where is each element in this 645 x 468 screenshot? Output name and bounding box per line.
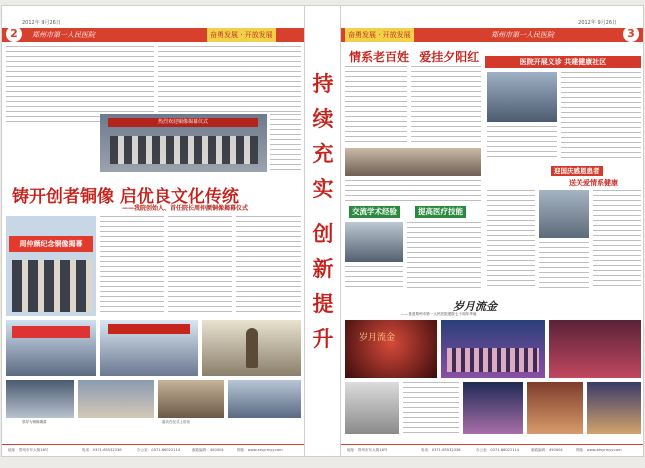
headline-4b: 送关爱情系健康 xyxy=(569,178,618,187)
ceremony-photo xyxy=(100,114,267,172)
left-date: 2012年 9月26日 xyxy=(22,20,61,26)
left-footer-office: 办公室：0371-66022114 xyxy=(137,448,181,452)
right-article-col-10 xyxy=(539,242,589,290)
right-masthead: 郑州市第一人民医院 xyxy=(491,31,554,39)
left-article-col-6 xyxy=(236,216,301,316)
right-page-number: 3 xyxy=(623,26,639,42)
photo-ceremony-4 xyxy=(228,380,301,418)
left-footer-phone: 电话：0371-65532336 xyxy=(82,448,122,452)
photo-ceremony-2 xyxy=(78,380,154,418)
headline-3a: 交流学术经验 xyxy=(349,206,400,218)
stage-photo-6 xyxy=(527,382,583,434)
patient-photo xyxy=(539,190,589,238)
photo-ceremony-3 xyxy=(158,380,224,418)
left-page xyxy=(2,6,305,456)
stage-photo-2 xyxy=(441,320,545,378)
right-article-col-6 xyxy=(407,222,481,288)
photo-speech-banner xyxy=(108,324,190,334)
caption-2: 嘉宾在仪式上讲话 xyxy=(162,420,190,424)
stage-photo-3 xyxy=(549,320,641,378)
vertical-slogan xyxy=(305,66,341,356)
right-footer-address: 地址：郑州市东大街16号 xyxy=(347,448,388,452)
clinic-photo xyxy=(487,72,557,122)
banner-photo xyxy=(6,216,96,316)
left-article-col-4 xyxy=(100,216,164,316)
left-footer xyxy=(2,444,305,456)
center-strip xyxy=(305,6,341,456)
headline-4a: 迎国庆感恩患者 xyxy=(551,166,603,176)
crowd-figures xyxy=(110,136,258,164)
right-article-col-2 xyxy=(411,66,481,146)
left-article-col-5 xyxy=(168,216,232,316)
banner-text: 周仲颜纪念铜像揭幕 xyxy=(9,236,93,252)
lecture-photo xyxy=(345,222,403,262)
headline-1b: 爱挂夕阳红 xyxy=(419,50,480,64)
left-footer-zip: 邮政编码：450004 xyxy=(192,448,224,452)
stage-photo-5 xyxy=(463,382,523,434)
caption-1: 领导为铜像揭幕 xyxy=(22,420,47,424)
photo-statue xyxy=(202,320,301,376)
left-footer-web: 网址：www.zzsyrmyy.com xyxy=(237,448,283,452)
slogan-char-2: 续 xyxy=(312,106,334,131)
banner-crowd xyxy=(12,260,92,312)
big-headline: 铸开创者铜像 启优良文化传统 xyxy=(12,187,239,207)
elderly-photo xyxy=(345,148,481,176)
photo-red-banner xyxy=(12,326,90,338)
slogan-char-8: 升 xyxy=(312,326,334,351)
left-section-tag: 奋勇发展 · 开放发展 xyxy=(207,28,276,42)
right-footer-zip: 邮政编码：450004 xyxy=(531,448,563,452)
left-page-number: 2 xyxy=(6,26,22,42)
right-article-col-8 xyxy=(487,190,535,290)
slogan-char-6: 新 xyxy=(312,256,334,281)
photo-ceremony-1 xyxy=(6,380,74,418)
calligraphy-title: 岁月流金 xyxy=(453,300,497,313)
right-article-col-5 xyxy=(487,126,557,160)
headline-1 xyxy=(349,48,479,65)
slogan-char-7: 提 xyxy=(312,291,334,316)
program-list xyxy=(403,382,459,434)
stage-photo-7 xyxy=(587,382,641,434)
left-header-bar xyxy=(2,28,305,42)
photo-red-cross-banner xyxy=(6,320,96,376)
slogan-char-3: 充 xyxy=(312,141,334,166)
right-footer-web: 网址：www.zzsyrmyy.com xyxy=(576,448,622,452)
right-article-col-1 xyxy=(345,66,407,146)
headline-1a: 情系老百姓 xyxy=(349,50,410,64)
left-article-col-1 xyxy=(6,46,154,124)
photo-speech xyxy=(100,320,198,376)
left-footer-address: 地址：郑州市东大街16号 xyxy=(8,448,49,452)
left-masthead: 郑州市第一人民医院 xyxy=(32,31,95,39)
stage-text: 岁月流金 xyxy=(359,333,396,343)
slogan-char-4: 实 xyxy=(312,176,334,201)
choir-figures xyxy=(447,348,539,372)
slogan-char-5: 创 xyxy=(312,221,334,246)
calligraphy-caption: ——喜迎郑州市第一人民医院建院七十周年华诞 xyxy=(401,312,477,316)
right-header-bar xyxy=(341,28,643,42)
right-article-col-7 xyxy=(345,266,403,288)
headline-3b: 提高医疗技能 xyxy=(415,206,466,218)
right-footer-phone: 电话：0371-65532336 xyxy=(421,448,461,452)
right-article-col-3 xyxy=(345,180,481,202)
right-footer xyxy=(341,444,643,456)
right-date: 2012年 9月26日 xyxy=(578,20,617,26)
slogan-char-1: 持 xyxy=(312,71,334,96)
headline-2: 医院开展义诊 共建健康社区 xyxy=(485,56,641,68)
right-section-tag: 奋勇发展 · 开放发展 xyxy=(345,28,414,42)
sub-headline: ——我院创始人、首任院长周仲颜铜像揭幕仪式 xyxy=(122,205,249,212)
stage-photo-1 xyxy=(345,320,437,378)
statue-figure xyxy=(246,328,258,368)
right-article-col-9 xyxy=(593,190,641,290)
left-article-col-2 xyxy=(158,46,301,112)
stage-photo-4 xyxy=(345,382,399,434)
right-page xyxy=(341,6,643,456)
right-footer-office: 办公室：0371-66022114 xyxy=(476,448,520,452)
left-article-col-3 xyxy=(270,114,301,174)
right-article-col-4 xyxy=(561,72,641,160)
ceremony-banner: 热烈欢迎铜像揭幕仪式 xyxy=(108,118,258,127)
